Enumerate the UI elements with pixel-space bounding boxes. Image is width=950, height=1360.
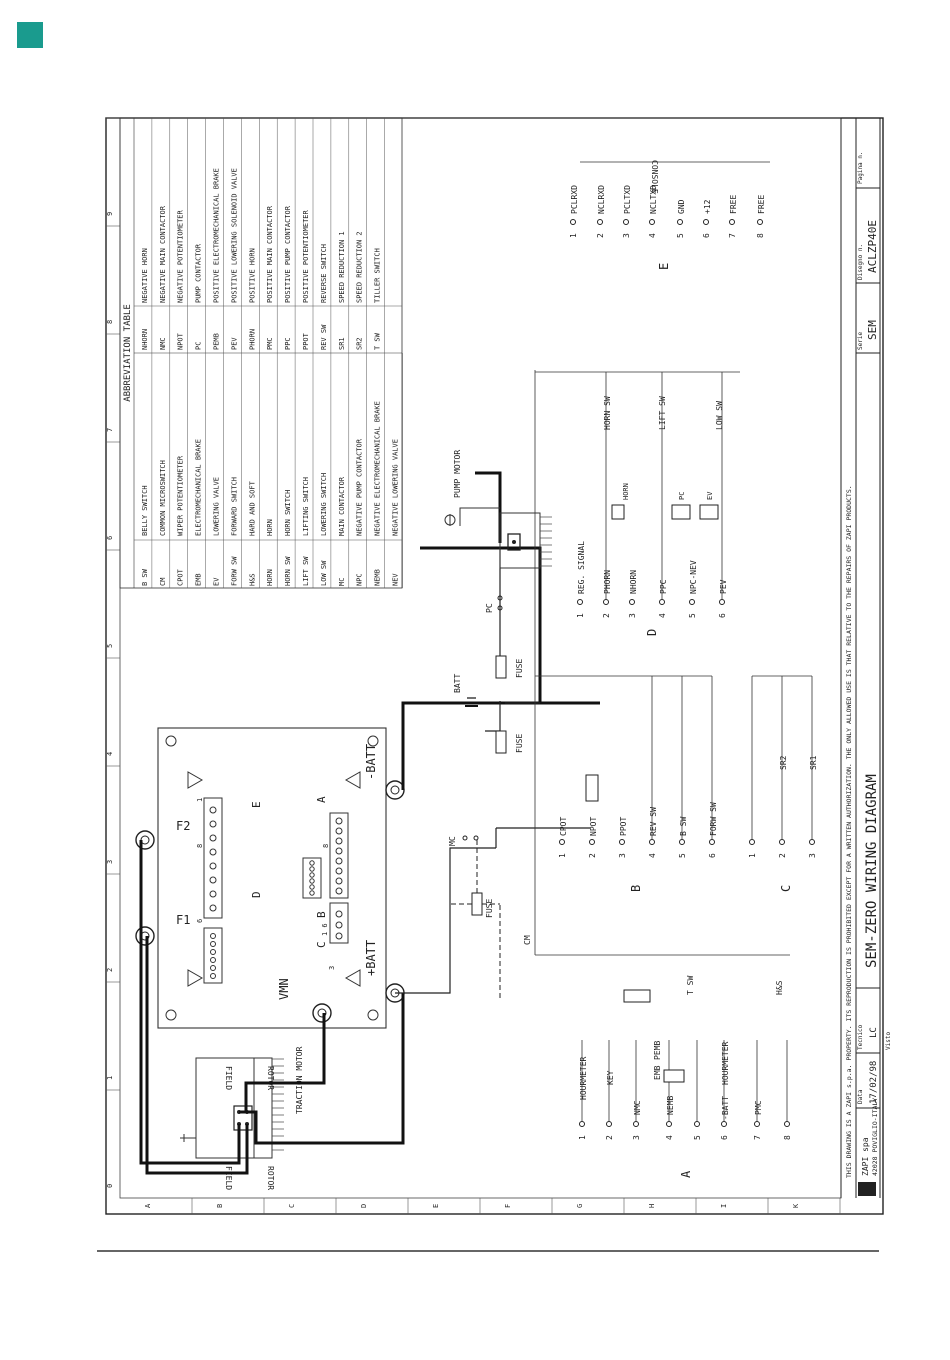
conn-a-pin (580, 1122, 585, 1127)
controller-body (158, 728, 386, 1028)
conn-a-pin-number: 5 (693, 1135, 702, 1140)
conn-d-pin-number: 6 (718, 613, 727, 618)
abbrev-desc: HORN (266, 519, 275, 536)
abbrev-desc: NEGATIVE ELECTROMECHANICAL BRAKE (373, 401, 382, 536)
conn-c-pin16: 1 6 (321, 923, 329, 936)
conn-e-label: NCLRXD (597, 185, 606, 214)
conn-d-pin (690, 600, 695, 605)
conn-a-pin8: 8 (322, 843, 330, 848)
conn-c-label: C (315, 941, 328, 948)
conn-d-name: D (645, 628, 659, 636)
conn-e-label: +12 (703, 199, 712, 214)
drawing-frame (106, 118, 883, 1214)
conn-a-label: A (315, 796, 328, 803)
conn-a-pin (722, 1122, 727, 1127)
fuse-3 (472, 893, 482, 915)
conn-d-label: REG. SIGNAL (577, 541, 586, 594)
conn-a-label: HOURMETER (721, 1041, 730, 1085)
pagina-label: Pagina n. (857, 151, 864, 184)
conn-c-pin (750, 840, 755, 845)
abbrev-desc: MAIN CONTACTOR (337, 476, 346, 536)
abbrev-code: T SW (373, 333, 382, 350)
abbrev-desc: NEGATIVE MAIN CONTACTOR (158, 206, 167, 303)
conn-d-pin-number: 2 (602, 613, 611, 618)
conn-c-pin (810, 840, 815, 845)
conn-d-label: PHORN (603, 569, 612, 594)
conn-d-pin-number: 3 (628, 613, 637, 618)
abbrev-desc: NEGATIVE LOWERING VALVE (391, 439, 400, 536)
conn-b-pin (710, 840, 715, 845)
zapi-small-logo-icon (858, 1182, 876, 1196)
conn-a-pin-number: 6 (720, 1135, 729, 1140)
conn-b-pin-number: 3 (618, 853, 627, 858)
conn-c-pin-number: 1 (748, 853, 757, 858)
abbrev-desc: FORWARD SWITCH (230, 476, 239, 536)
vmn-label: VMN (277, 978, 291, 1000)
conn-e-pin-number: 6 (702, 233, 711, 238)
conn-d-label: D (250, 891, 263, 898)
conn-e-pin (704, 220, 709, 225)
conn-b-pin-number: 1 (558, 853, 567, 858)
conn-b-pin-number: 6 (708, 853, 717, 858)
abbrev-code: MC (337, 577, 346, 586)
grid-col-label: 7 (106, 427, 114, 432)
conn-e-label: NCLTXD (649, 185, 658, 214)
potentiometer (586, 775, 598, 801)
abbrev-code: HORN SW (284, 556, 293, 586)
conn-a-label: NMC (633, 1100, 642, 1115)
conn-a-label: PEMB (653, 1040, 662, 1060)
grid-col-label: 1 (106, 1075, 114, 1080)
abbrev-desc: HORN SWITCH (284, 489, 293, 536)
conn-a-pin (607, 1122, 612, 1127)
abbrev-code: H&S (248, 573, 257, 586)
company-name: ZAPI spa (861, 1137, 870, 1176)
abbrev-desc: NEGATIVE HORN (140, 248, 149, 303)
pump-motor-label: PUMP MOTOR (453, 449, 462, 498)
abbrev-desc: NEGATIVE PUMP CONTACTOR (355, 439, 364, 536)
abbrev-desc: NEGATIVE POTENTIOMETER (176, 210, 185, 303)
abbrev-code: B SW (140, 569, 149, 586)
abbrev-code: PPC (284, 337, 293, 350)
abbrev-desc: POSITIVE POTENTIOMETER (302, 210, 310, 303)
abbrev-code: PPOT (302, 333, 310, 350)
conn-e-pin8: 8 (196, 843, 204, 848)
conn-e-label: PCLRXD (570, 185, 579, 214)
inner-frame (120, 118, 841, 1198)
power-components (448, 596, 524, 998)
conn-b-label: NPOT (589, 816, 598, 836)
rotated-drawing (120, 118, 892, 1198)
pc-coil (672, 505, 690, 519)
fuse-1 (496, 731, 506, 753)
conn-a-label: CM (523, 935, 532, 945)
disegno-label: Disegno n. (857, 243, 864, 280)
abbrev-desc: POSITIVE HORN (248, 248, 257, 303)
conn-a-pin (667, 1122, 672, 1127)
mc-coil (624, 990, 650, 1002)
conn-b-pin (680, 840, 685, 845)
conn-d-label: NPC-NEV (689, 560, 698, 594)
connector-schematics (523, 160, 818, 1178)
company-address: 42028 POVIGLIO-ITALY (871, 1097, 879, 1176)
conn-b-pin (590, 840, 595, 845)
f2-terminal (136, 831, 154, 849)
abbrev-desc: ELECTROMECHANICAL BRAKE (194, 439, 203, 536)
abbrev-desc: HARD AND SOFT (248, 481, 257, 536)
abbrev-desc: SPEED REDUCTION 2 (355, 231, 364, 303)
grid-col-label: 2 (106, 967, 114, 972)
conn-b-label: B (315, 911, 328, 918)
fuse-1-label: FUSE (515, 733, 524, 753)
conn-d-label: PPC (659, 579, 668, 594)
abbrev-code: NPC (355, 573, 364, 586)
conn-a-label: -BATT (721, 1095, 730, 1120)
emb-coil (664, 1070, 684, 1082)
conn-c-pin3: 3 (328, 965, 336, 970)
horn-symbol (612, 505, 624, 519)
conn-e-name: E (657, 262, 671, 270)
plus-batt-label: +BATT (364, 939, 378, 976)
console-label: CONSOLE (650, 160, 659, 194)
conn-d-label: HORN (622, 483, 630, 500)
conn-d-pin (630, 600, 635, 605)
conn-d-pin (604, 600, 609, 605)
conn-e-pin1: 1 (196, 797, 204, 802)
conn-e-pin (598, 220, 603, 225)
grid-row-label: E (432, 1203, 440, 1208)
serie-value: SEM (866, 320, 879, 340)
traction-motor (180, 1046, 304, 1190)
conn-b-pin-number: 2 (588, 853, 597, 858)
conn-e-pin-number: 5 (676, 233, 685, 238)
grid-row-label: K (792, 1203, 800, 1208)
pc-label: PC (485, 603, 494, 613)
minus-batt-label: -BATT (364, 743, 378, 780)
ev-coil (700, 505, 718, 519)
abbrev-code: SR1 (337, 337, 346, 350)
conn-e-pin-number: 1 (569, 233, 578, 238)
abbrev-code: EMB (194, 573, 203, 586)
abbrev-code: PEMB (212, 333, 221, 350)
minus-batt-terminal (386, 781, 404, 799)
conn-d-label: EV (706, 491, 714, 500)
conn-b-label: PPOT (619, 816, 628, 836)
abbrev-code: NEMB (373, 569, 382, 586)
mc-contact-label: MC (448, 836, 457, 846)
conn-e-label: GND (677, 199, 686, 214)
conn-c-pin-number: 3 (808, 853, 817, 858)
abbrev-code: PC (194, 341, 203, 350)
traction-motor-label: TRACTION MOTOR (295, 1046, 304, 1114)
abbrev-code: NEV (391, 573, 400, 586)
abbrev-desc: COMMON MICROSWITCH (158, 460, 167, 536)
abbrev-code: SR2 (355, 337, 364, 350)
conn-b-label: FORW SW (709, 802, 718, 836)
conn-e-pin (758, 220, 763, 225)
conn-a-label: H&S (775, 980, 784, 995)
conn-d-pin-number: 1 (576, 613, 585, 618)
abbrev-desc: POSITIVE ELECTROMECHANICAL BRAKE (212, 168, 221, 303)
conn-e-pin-number: 8 (756, 233, 765, 238)
conn-d-pin (578, 600, 583, 605)
grid-col-label: 9 (106, 211, 114, 216)
visto-label: Visto (885, 1031, 892, 1050)
abbrev-desc: POSITIVE PUMP CONTACTOR (284, 206, 293, 303)
conn-e-label: PCLTXD (623, 185, 632, 214)
conn-e-pin (571, 220, 576, 225)
conn-a-label: NEMB (666, 1095, 675, 1115)
abbrev-code: REV SW (319, 324, 328, 350)
conn-d-label: NHORN (629, 569, 638, 594)
conn-a-label: PMC (754, 1100, 763, 1115)
conn-c-label: SR1 (809, 755, 818, 770)
conn-a-pin-number: 4 (665, 1135, 674, 1140)
field-label-2: FIELD (224, 1066, 233, 1091)
conn-a-pin (755, 1122, 760, 1127)
disegno-value: ACLZP40E (866, 220, 879, 273)
conn-e-pin (624, 220, 629, 225)
grid-col-label: 0 (106, 1183, 114, 1188)
copyright-note: THIS DRAWING IS A ZAPI s.p.a. PROPERTY. ITS REPRODUCTION IS PROHIBITED EXCEPT FOR A WRITTEN AUTHORIZATION. THE ONLY ALLOWED USE IS THAT RELATIVE TO THE REPAIRS OF ZAPI PRODUCTS. (845, 485, 853, 1178)
conn-c-pin-number: 2 (778, 853, 787, 858)
conn-b-pin-number: 5 (678, 853, 687, 858)
conn-a-name: A (679, 1170, 693, 1178)
conn-e-pin (730, 220, 735, 225)
abbrev-code: LOW SW (319, 560, 328, 586)
abbrev-code: NPOT (176, 333, 185, 350)
conn-d-pin6: 6 (196, 918, 204, 923)
tecnico-value: LC (869, 1027, 879, 1038)
conn-d-label: PEV (719, 579, 728, 594)
abbrev-desc: REVERSE SWITCH (319, 243, 328, 303)
batt-label: BATT (453, 673, 462, 693)
fuse-2 (496, 656, 506, 678)
conn-e-pin-number: 3 (622, 233, 631, 238)
abbrev-code: CPOT (176, 569, 185, 586)
conn-a-pin-number: 2 (605, 1135, 614, 1140)
abbrev-desc: SPEED REDUCTION 1 (337, 231, 346, 303)
fuse-2-label: FUSE (515, 658, 524, 678)
conn-a-label: KEY (606, 1070, 615, 1085)
conn-e-pin-number: 7 (728, 233, 737, 238)
abbrev-desc: LOWERING VALVE (212, 476, 221, 536)
conn-a-pin-number: 7 (753, 1135, 762, 1140)
conn-e-pin-number: 2 (596, 233, 605, 238)
conn-c-name: C (779, 884, 793, 892)
abbrev-desc: LOWERING SWITCH (319, 472, 328, 536)
conn-e-pin-number: 4 (648, 233, 657, 238)
rotor-label-2: ROTOR (266, 1066, 275, 1091)
conn-b-name: B (629, 884, 643, 892)
conn-c-label: SR2 (779, 755, 788, 770)
conn-b-label: REV SW (649, 807, 658, 836)
abbrev-code: CM (158, 577, 167, 586)
conn-c-pin (780, 840, 785, 845)
grid-col-label: 6 (106, 535, 114, 540)
title-block (841, 118, 892, 1198)
field-label-1: FIELD (224, 1166, 233, 1191)
conn-d-pin-number: 5 (688, 613, 697, 618)
conn-e-label: FREE (757, 194, 766, 214)
abbrev-desc: LIFTING SWITCH (302, 476, 310, 536)
conn-b-pin-number: 4 (648, 853, 657, 858)
conn-a-pin-number: 3 (632, 1135, 641, 1140)
controller (136, 728, 404, 1028)
conn-d-label: PC (678, 491, 686, 500)
abbrev-desc: TILLER SWITCH (373, 248, 382, 303)
conn-e-pin (650, 220, 655, 225)
abbrev-code: NMC (158, 337, 167, 350)
abbrev-code: PHORN (248, 328, 257, 350)
abbrev-desc: POSITIVE MAIN CONTACTOR (266, 206, 275, 303)
grid-row-label: C (288, 1203, 296, 1208)
conn-d-pin-number: 4 (658, 613, 667, 618)
conn-d-label: LIFT SW (658, 396, 667, 430)
conn-a-label: EMB (653, 1065, 662, 1080)
conn-a-pin-number: 1 (578, 1135, 587, 1140)
abbrev-code: PMC (266, 337, 275, 350)
signal-wiring (395, 548, 590, 993)
grid-row-label: A (144, 1203, 152, 1208)
drawing-title: SEM-ZERO WIRING DIAGRAM (864, 774, 880, 968)
grid-row-label: B (216, 1203, 224, 1208)
conn-e-label: E (250, 801, 263, 808)
abbrev-code: LIFT SW (302, 556, 310, 586)
grid-row-label: G (576, 1203, 584, 1208)
abbrev-code: EV (212, 577, 221, 586)
grid-row-label: D (360, 1203, 368, 1208)
conn-a-pin (785, 1122, 790, 1127)
f1-terminal (136, 927, 154, 945)
grid-col-label: 5 (106, 643, 114, 648)
conn-b-label: CPOT (559, 816, 568, 836)
tecnico-label: Tecnico (857, 1024, 864, 1050)
abbrev-desc: PUMP CONTACTOR (194, 243, 203, 303)
conn-b-pin (560, 840, 565, 845)
abbrev-title: ABBREVIATION TABLE (123, 304, 133, 402)
grid-row-label: F (504, 1203, 512, 1208)
grid-row-label: H (648, 1203, 656, 1208)
grid-col-label: 4 (106, 751, 114, 756)
conn-b-label: B SW (679, 816, 688, 836)
abbrev-desc: BELLY SWITCH (140, 485, 149, 536)
abbrev-desc: POSITIVE LOWERING SOLENOID VALVE (230, 168, 239, 303)
abbrev-code: PEV (230, 337, 239, 350)
grid-row-label: I (720, 1203, 728, 1208)
fuse-3-label: FUSE (485, 898, 494, 918)
grid-col-label: 3 (106, 859, 114, 864)
conn-b-pin (620, 840, 625, 845)
abbrev-code: FORW SW (230, 556, 239, 586)
abbrev-code: HORN (266, 569, 275, 586)
date-label: Data (857, 1089, 864, 1104)
conn-a-pin (695, 1122, 700, 1127)
conn-b-pin (650, 840, 655, 845)
abbrev-code: NHORN (140, 328, 149, 350)
f2-label: F2 (176, 819, 191, 833)
rotor-label-1: ROTOR (266, 1166, 275, 1191)
serie-label: Serie (857, 331, 864, 350)
date-value: 17/02/98 (869, 1060, 879, 1104)
abbreviation-table (120, 118, 403, 588)
conn-e-pin (678, 220, 683, 225)
abbrev-desc: WIPER POTENTIOMETER (176, 455, 185, 536)
conn-d-label: HORN SW (603, 396, 612, 430)
conn-a-pin-number: 8 (783, 1135, 792, 1140)
conn-a-pin (634, 1122, 639, 1127)
conn-e-label: FREE (729, 194, 738, 214)
grid-col-label: 8 (106, 319, 114, 324)
conn-d-pin (660, 600, 665, 605)
conn-a-label: T SW (686, 975, 695, 995)
conn-d-pin (720, 600, 725, 605)
conn-a-label: HOURMETER (579, 1056, 588, 1100)
f1-label: F1 (176, 913, 191, 927)
conn-d-label: LOW SW (715, 401, 724, 430)
